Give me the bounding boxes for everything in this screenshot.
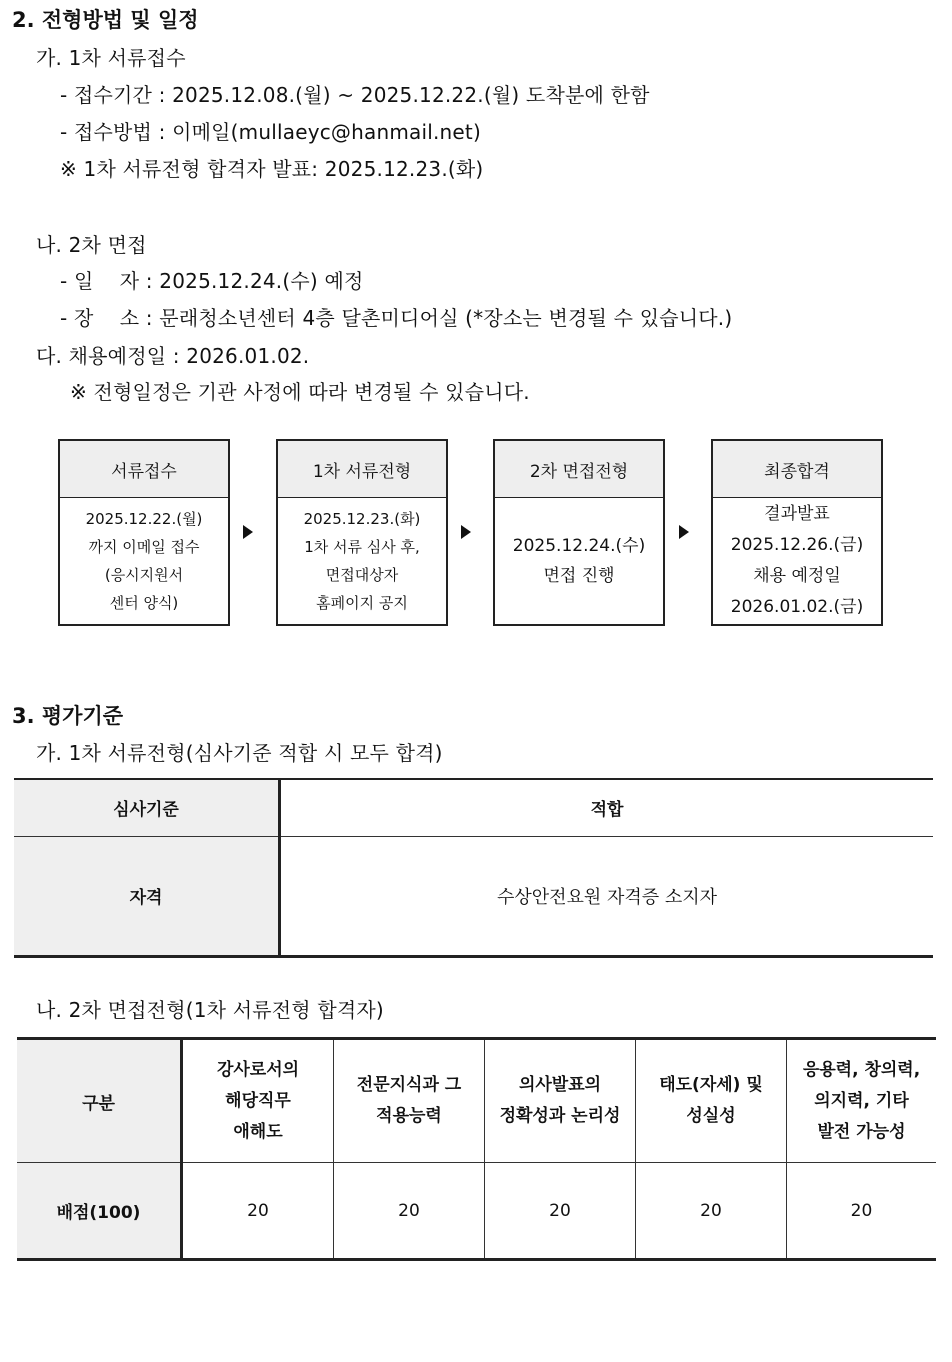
flow-step-header: 최종합격 [713, 441, 881, 498]
header-line: 적용능력 [376, 1106, 442, 1126]
header-line: 의사발표의 [518, 1075, 602, 1095]
first-round-announcement: ※ 1차 서류전형 합격자 발표: 2025.12.23.(화) [60, 157, 484, 181]
arrow-right-icon [243, 525, 253, 539]
header-line: 강사로서의 [216, 1059, 300, 1080]
flow-step-line: 면접대상자 [325, 566, 399, 584]
sub-heading-document-submission: 가. 1차 서류접수 [36, 46, 186, 70]
header-line: 성실성 [686, 1106, 736, 1126]
flow-step-line: 2026.01.02.(금) [730, 597, 864, 617]
flow-step-header: 1차 서류전형 [278, 441, 446, 498]
arrow-right-icon [679, 525, 689, 539]
header-line: 구분 [82, 1093, 115, 1114]
table-header-expertise [334, 1039, 485, 1163]
table-header-attitude [636, 1039, 787, 1163]
table-row-label-qualification: 자격 [14, 836, 280, 956]
table-cell-qualification: 수상안전요원 자격증 소지자 [280, 836, 934, 956]
submission-period: - 접수기간 : 2025.12.08.(월) ~ 2025.12.22.(월) 도착분에 한함 [60, 83, 650, 107]
table-header-suitability: 적합 [280, 779, 934, 836]
table-cell-score: 20 [636, 1163, 787, 1260]
table-header-job-understanding [182, 1039, 334, 1163]
screening-criteria-table [14, 778, 933, 958]
header-line: 태도(자세) 및 [659, 1075, 763, 1095]
flow-step-line: 2025.12.26.(금) [730, 535, 864, 555]
sub-heading-interview: 나. 2차 면접 [36, 233, 147, 257]
section-heading-evaluation: 3. 평가기준 [12, 704, 124, 728]
flow-step-line: 결과발표 [764, 504, 830, 524]
header-line: 발전 가능성 [817, 1121, 906, 1142]
sub-heading-document-screening: 가. 1차 서류전형(심사기준 적합 시 모두 합격) [36, 741, 443, 765]
table-cell-score: 20 [485, 1163, 636, 1260]
flow-step-1 [58, 439, 230, 626]
arrow-right-icon [461, 525, 471, 539]
table-header-communication [485, 1039, 636, 1163]
table-header-category [17, 1039, 182, 1163]
flow-step-line: (응시지원서 [104, 566, 184, 584]
header-line: 애해도 [233, 1121, 283, 1142]
flow-step-line: 면접 진행 [543, 566, 615, 586]
flow-step-line: 까지 이메일 접수 [88, 538, 200, 556]
interview-place: - 장 소 : 문래청소년센터 4층 달촌미디어실 (*장소는 변경될 수 있습니다.) [60, 306, 733, 330]
submission-method: - 접수방법 : 이메일(mullaeyc@hanmail.net) [60, 120, 481, 144]
table-cell-score: 20 [334, 1163, 485, 1260]
table-cell-score: 20 [787, 1163, 937, 1260]
interview-scoring-table [17, 1037, 936, 1261]
flow-step-line: 센터 양식) [109, 594, 179, 612]
section-heading-schedule: 2. 전형방법 및 일정 [12, 8, 199, 32]
header-line: 의지력, 기타 [814, 1090, 909, 1111]
header-line: 전문지식과 그 [356, 1075, 462, 1095]
table-row-label-score: 배점(100) [17, 1163, 182, 1260]
flow-step-line: 1차 서류 심사 후, [304, 538, 420, 556]
flow-step-line: 2025.12.24.(수) [512, 536, 646, 556]
interview-date: - 일 자 : 2025.12.24.(수) 예정 [60, 269, 364, 293]
planned-hire-date: 다. 채용예정일 : 2026.01.02. [36, 344, 310, 368]
sub-heading-interview-screening: 나. 2차 면접전형(1차 서류전형 합격자) [36, 998, 384, 1022]
table-header-criteria: 심사기준 [14, 779, 280, 836]
flow-step-line: 2025.12.22.(월) [85, 510, 203, 528]
flow-step-4 [711, 439, 883, 626]
flow-step-2 [276, 439, 448, 626]
flow-step-header: 2차 면접전형 [495, 441, 663, 498]
schedule-change-note: ※ 전형일정은 기관 사정에 따라 변경될 수 있습니다. [70, 380, 530, 404]
table-cell-score: 20 [182, 1163, 334, 1260]
header-line: 응용력, 창의력, [802, 1059, 921, 1080]
flow-step-3 [493, 439, 665, 626]
header-line: 정확성과 논리성 [499, 1106, 621, 1126]
header-line: 해당직무 [225, 1090, 291, 1111]
flow-step-line: 2025.12.23.(화) [303, 510, 421, 528]
table-header-potential [787, 1039, 937, 1163]
flow-step-line: 채용 예정일 [753, 566, 841, 586]
flow-step-line: 홈페이지 공지 [316, 594, 408, 612]
flow-step-header: 서류접수 [60, 441, 228, 498]
